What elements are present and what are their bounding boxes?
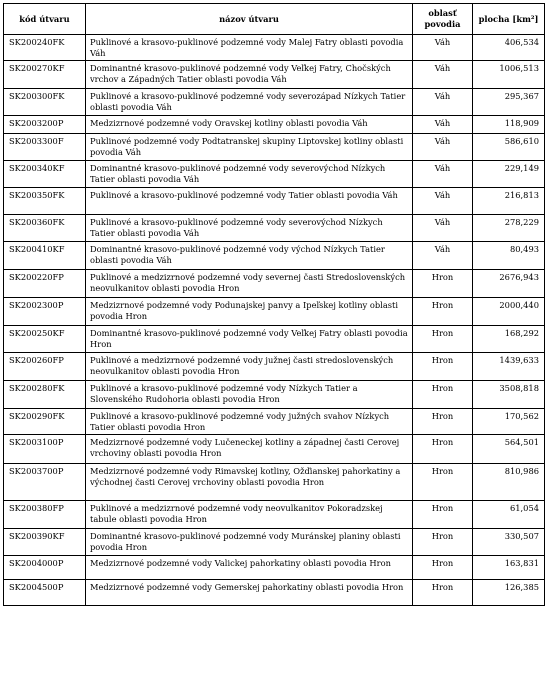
cell-size: 170,562 bbox=[473, 409, 545, 435]
cell-name: Medzizrnové podzemné vody Oravskej kotliny oblasti povodia Váh bbox=[86, 116, 413, 134]
cell-size: 564,501 bbox=[473, 435, 545, 464]
groundwater-bodies-table bbox=[3, 3, 545, 606]
cell-code: SK200340KF bbox=[4, 161, 86, 188]
cell-name: Medzizrnové podzemné vody Gemerskej pahorkatiny oblasti povodia Hron bbox=[86, 579, 413, 605]
cell-area: Hron bbox=[413, 555, 473, 579]
cell-size: 330,507 bbox=[473, 529, 545, 555]
cell-code: SK2003100P bbox=[4, 435, 86, 464]
cell-code: SK2003200P bbox=[4, 116, 86, 134]
cell-size: 163,831 bbox=[473, 555, 545, 579]
table-row bbox=[4, 464, 545, 501]
cell-area: Váh bbox=[413, 116, 473, 134]
header-area: oblasť povodia bbox=[413, 4, 473, 35]
cell-code: SK200250KF bbox=[4, 326, 86, 353]
cell-code: SK2002300P bbox=[4, 298, 86, 326]
cell-size: 61,054 bbox=[473, 501, 545, 529]
cell-name: Dominantné krasovo-puklinové podzemné vody Muránskej planiny oblasti povodia Hron bbox=[86, 529, 413, 555]
cell-area: Hron bbox=[413, 270, 473, 298]
cell-size: 80,493 bbox=[473, 242, 545, 270]
cell-name: Puklinové a krasovo-puklinové podzemné vody Nízkych Tatier a Slovenského Rudohoria oblasti povodia Hron bbox=[86, 381, 413, 409]
header-code: kód útvaru bbox=[4, 4, 86, 35]
cell-name: Dominantné krasovo-puklinové podzemné vody východ Nízkych Tatier oblasti povodia Váh bbox=[86, 242, 413, 270]
header-size: plocha [km²] bbox=[473, 4, 545, 35]
cell-name: Medzizrnové podzemné vody Valickej pahorkatiny oblasti povodia Hron bbox=[86, 555, 413, 579]
cell-code: SK200260FP bbox=[4, 353, 86, 381]
cell-name: Puklinové a medzizrnové podzemné vody neovulkanitov Pokoradzskej tabule oblasti povodia Hron bbox=[86, 501, 413, 529]
table-body bbox=[4, 35, 545, 606]
cell-area: Hron bbox=[413, 529, 473, 555]
cell-area: Hron bbox=[413, 501, 473, 529]
table-row bbox=[4, 409, 545, 435]
cell-code: SK200300FK bbox=[4, 89, 86, 116]
cell-area: Váh bbox=[413, 35, 473, 61]
cell-area: Váh bbox=[413, 242, 473, 270]
table-row bbox=[4, 501, 545, 529]
table-header-row bbox=[4, 4, 545, 35]
cell-size: 2000,440 bbox=[473, 298, 545, 326]
cell-name: Dominantné krasovo-puklinové podzemné vody severovýchod Nízkych Tatier oblasti povodia Váh bbox=[86, 161, 413, 188]
cell-size: 1439,633 bbox=[473, 353, 545, 381]
table-row bbox=[4, 215, 545, 242]
cell-code: SK200270KF bbox=[4, 61, 86, 89]
cell-code: SK200410KF bbox=[4, 242, 86, 270]
cell-area: Hron bbox=[413, 381, 473, 409]
cell-code: SK2004500P bbox=[4, 579, 86, 605]
cell-size: 406,534 bbox=[473, 35, 545, 61]
cell-code: SK2004000P bbox=[4, 555, 86, 579]
cell-code: SK200280FK bbox=[4, 381, 86, 409]
cell-code: SK200380FP bbox=[4, 501, 86, 529]
cell-name: Puklinové a medzizrnové podzemné vody severnej časti Stredoslovenských neovulkanitov oblasti povodia Hron bbox=[86, 270, 413, 298]
cell-area: Hron bbox=[413, 435, 473, 464]
cell-name: Medzizrnové podzemné vody Rimavskej kotliny, Ožďianskej pahorkatiny a východnej časti Cerovej vrchoviny oblasti povodia Hron bbox=[86, 464, 413, 501]
table-row bbox=[4, 555, 545, 579]
table-row bbox=[4, 435, 545, 464]
cell-area: Váh bbox=[413, 89, 473, 116]
header-name: názov útvaru bbox=[86, 4, 413, 35]
document-page bbox=[3, 3, 545, 606]
cell-size: 295,367 bbox=[473, 89, 545, 116]
table-row bbox=[4, 161, 545, 188]
cell-area: Váh bbox=[413, 161, 473, 188]
cell-code: SK200290FK bbox=[4, 409, 86, 435]
cell-size: 3508,818 bbox=[473, 381, 545, 409]
cell-area: Hron bbox=[413, 298, 473, 326]
cell-size: 126,385 bbox=[473, 579, 545, 605]
table-row bbox=[4, 116, 545, 134]
cell-code: SK2003300F bbox=[4, 134, 86, 161]
cell-name: Puklinové a krasovo-puklinové podzemné vody severovýchod Nízkych Tatier oblasti povodia Váh bbox=[86, 215, 413, 242]
cell-code: SK200390KF bbox=[4, 529, 86, 555]
cell-name: Medzizrnové podzemné vody Lučeneckej kotliny a západnej časti Cerovej vrchoviny oblasti povodia Hron bbox=[86, 435, 413, 464]
cell-code: SK2003700P bbox=[4, 464, 86, 501]
cell-name: Puklinové podzemné vody Podtatranskej skupiny Liptovskej kotliny oblasti povodia Váh bbox=[86, 134, 413, 161]
cell-area: Váh bbox=[413, 215, 473, 242]
table-row bbox=[4, 61, 545, 89]
cell-name: Dominantné krasovo-puklinové podzemné vody Veľkej Fatry oblasti povodia Hron bbox=[86, 326, 413, 353]
cell-name: Puklinové a krasovo-puklinové podzemné vody Tatier oblasti povodia Váh bbox=[86, 188, 413, 215]
cell-area: Hron bbox=[413, 326, 473, 353]
cell-area: Hron bbox=[413, 409, 473, 435]
cell-code: SK200220FP bbox=[4, 270, 86, 298]
table-row bbox=[4, 89, 545, 116]
table-row bbox=[4, 529, 545, 555]
cell-size: 810,986 bbox=[473, 464, 545, 501]
table-row bbox=[4, 353, 545, 381]
cell-size: 229,149 bbox=[473, 161, 545, 188]
cell-area: Hron bbox=[413, 353, 473, 381]
cell-code: SK200240FK bbox=[4, 35, 86, 61]
table-row bbox=[4, 242, 545, 270]
cell-name: Puklinové a krasovo-puklinové podzemné vody južných svahov Nízkych Tatier oblasti povodia Hron bbox=[86, 409, 413, 435]
cell-size: 278,229 bbox=[473, 215, 545, 242]
cell-area: Hron bbox=[413, 579, 473, 605]
cell-code: SK200350FK bbox=[4, 188, 86, 215]
cell-size: 168,292 bbox=[473, 326, 545, 353]
cell-area: Váh bbox=[413, 188, 473, 215]
cell-area: Váh bbox=[413, 134, 473, 161]
table-row bbox=[4, 270, 545, 298]
cell-size: 2676,943 bbox=[473, 270, 545, 298]
cell-area: Hron bbox=[413, 464, 473, 501]
cell-size: 118,909 bbox=[473, 116, 545, 134]
table-row bbox=[4, 298, 545, 326]
table-row bbox=[4, 35, 545, 61]
cell-size: 1006,513 bbox=[473, 61, 545, 89]
table-row bbox=[4, 579, 545, 605]
cell-code: SK200360FK bbox=[4, 215, 86, 242]
cell-area: Váh bbox=[413, 61, 473, 89]
table-row bbox=[4, 134, 545, 161]
table-row bbox=[4, 326, 545, 353]
table-row bbox=[4, 188, 545, 215]
cell-name: Medzizrnové podzemné vody Podunajskej panvy a Ipeľskej kotliny oblasti povodia Hron bbox=[86, 298, 413, 326]
cell-name: Dominantné krasovo-puklinové podzemné vody Veľkej Fatry, Chočských vrchov a Západných Tatier oblasti povodia Váh bbox=[86, 61, 413, 89]
cell-name: Puklinové a krasovo-puklinové podzemné vody Malej Fatry oblasti povodia Váh bbox=[86, 35, 413, 61]
cell-name: Puklinové a krasovo-puklinové podzemné vody severozápad Nízkych Tatier oblasti povodia Váh bbox=[86, 89, 413, 116]
cell-size: 216,813 bbox=[473, 188, 545, 215]
table-row bbox=[4, 381, 545, 409]
cell-size: 586,610 bbox=[473, 134, 545, 161]
cell-name: Puklinové a medzizrnové podzemné vody južnej časti stredoslovenských neovulkanitov oblasti povodia Hron bbox=[86, 353, 413, 381]
